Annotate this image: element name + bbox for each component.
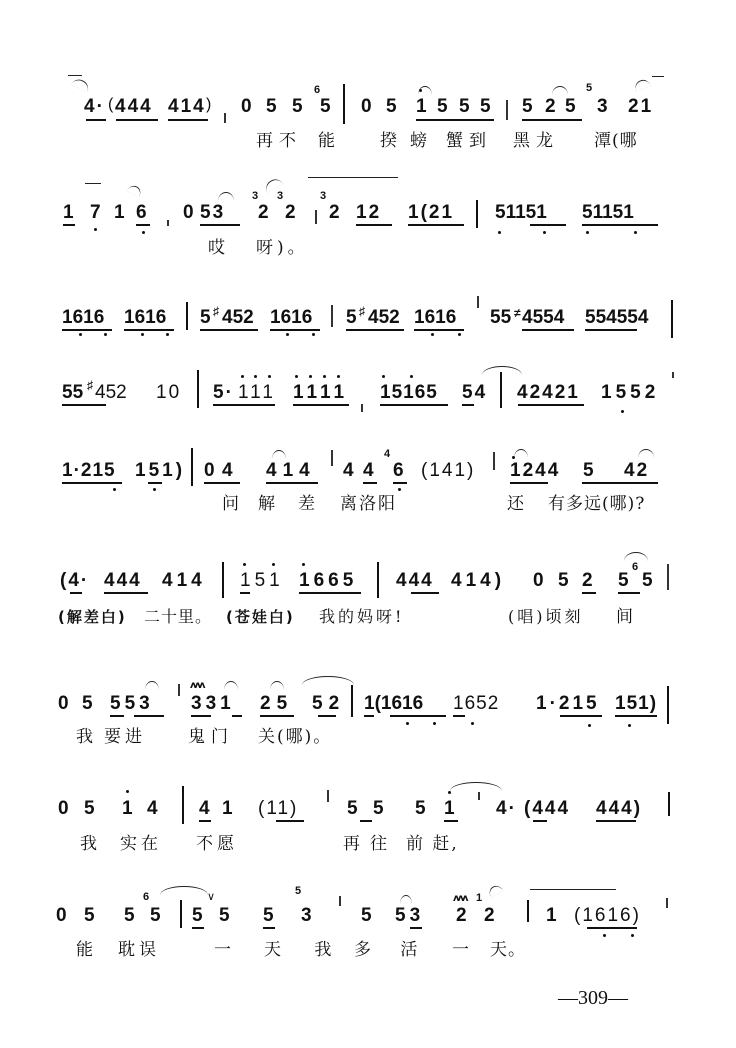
- lyric: (唱)顷刻: [508, 607, 584, 626]
- note-group: 1552: [601, 382, 660, 403]
- lyric: 再不: [256, 131, 302, 151]
- note: 0: [56, 905, 69, 926]
- note: 2: [456, 905, 469, 926]
- bar-line: [222, 562, 224, 598]
- lyric: 哎: [208, 238, 231, 258]
- lyric: 我的妈呀!: [319, 607, 405, 626]
- note: (4·: [60, 570, 90, 591]
- note-group: 53: [395, 905, 425, 926]
- note: 5: [361, 905, 374, 926]
- note: 4: [199, 798, 212, 819]
- note-group: 4554: [522, 307, 565, 328]
- note: 53: [200, 202, 226, 223]
- paren: ): [206, 96, 214, 113]
- note: 5: [415, 798, 428, 819]
- note: 5: [459, 96, 472, 117]
- bar-line: [668, 792, 670, 816]
- lyric: 能: [76, 940, 99, 960]
- bar-line: [191, 448, 193, 486]
- note-group: 42: [624, 460, 650, 481]
- lyric: 差: [298, 494, 321, 514]
- note-group: 1(1616: [364, 693, 424, 714]
- note-group: 1244: [510, 460, 561, 481]
- note-group: 414: [162, 570, 206, 591]
- note-group: 1·215: [536, 693, 600, 714]
- note: 5: [84, 905, 97, 926]
- bar-line: [478, 792, 480, 800]
- slur: [71, 77, 91, 93]
- bar-line: [667, 686, 669, 724]
- bar-line: [178, 684, 180, 696]
- note: 21: [628, 96, 654, 117]
- note: 5: [124, 905, 137, 926]
- note: 4·: [496, 798, 517, 819]
- note-group: 15165: [380, 382, 438, 403]
- note-group: 414: [266, 460, 316, 481]
- note-group: 54: [462, 382, 488, 403]
- note: 5: [480, 96, 493, 117]
- bar-line: [666, 898, 668, 908]
- note: 2: [582, 570, 595, 591]
- sharp-sign: ≠: [514, 306, 523, 320]
- note-group: (444: [524, 798, 571, 819]
- sharp-sign: ♯: [359, 304, 367, 318]
- lyric: 再: [343, 834, 366, 854]
- note: 4: [222, 460, 235, 481]
- grace-note: 4: [384, 448, 391, 460]
- note-group: 151): [135, 460, 186, 481]
- note: 5: [347, 798, 360, 819]
- note: 0: [241, 96, 254, 117]
- note: 0: [361, 96, 374, 117]
- note-group: 1616: [414, 307, 457, 328]
- note: 1: [416, 96, 429, 117]
- note: 5: [84, 798, 97, 819]
- note-group: 1665: [299, 570, 358, 591]
- bar-line: [476, 200, 478, 228]
- note: 4·: [84, 96, 105, 117]
- grace-note: 5: [295, 885, 302, 897]
- note-group: 1652: [453, 693, 500, 714]
- note: 0: [183, 202, 196, 223]
- note: 0: [204, 460, 217, 481]
- note: 2: [285, 202, 298, 223]
- note: 4: [147, 798, 160, 819]
- lyric: 还: [507, 494, 530, 514]
- grace-note: 6: [314, 84, 321, 96]
- trill-mark: ʌʌʌ: [453, 893, 467, 904]
- note-group: 1616: [124, 307, 167, 328]
- trill-mark: ʌʌʌ: [190, 680, 204, 691]
- bar-line: [477, 296, 479, 308]
- lyric: 往: [370, 834, 393, 854]
- note: 4: [343, 460, 356, 481]
- lyric: 解: [258, 494, 281, 514]
- bar-line: [667, 564, 669, 590]
- paren: (: [108, 96, 116, 113]
- note-group: 55: [62, 382, 84, 403]
- note-group: 42421: [517, 382, 580, 403]
- note-group: 331: [191, 693, 235, 714]
- note: 1: [546, 905, 559, 926]
- grace-note: 3: [252, 190, 259, 202]
- bar-line: [339, 896, 341, 906]
- bar-line: [506, 100, 508, 120]
- lyric: 间: [616, 607, 639, 627]
- lyric: 问: [222, 494, 245, 514]
- lyric: 离洛阳: [340, 494, 397, 514]
- lyric: 一: [452, 940, 475, 960]
- lyric: 天。: [490, 940, 526, 960]
- note: 5: [266, 96, 279, 117]
- note: 5: [437, 96, 450, 117]
- note: 6: [136, 202, 149, 223]
- note: 5: [373, 798, 386, 819]
- grace-note: 3: [277, 190, 284, 202]
- lyric: 有多远(哪)?: [548, 494, 646, 514]
- note-group: (11): [258, 798, 299, 819]
- note: 3: [597, 96, 610, 117]
- note: 5: [386, 96, 399, 117]
- note-group: 111: [238, 382, 276, 403]
- note: 4: [363, 460, 376, 481]
- bar-line: [672, 372, 674, 378]
- bar-line: [351, 685, 353, 717]
- bar-line: [500, 372, 502, 408]
- note: 0: [58, 798, 71, 819]
- note-group: 444): [596, 798, 643, 819]
- note-group: 444: [104, 570, 142, 591]
- lyric: 关(哪)。: [258, 727, 333, 747]
- note: 5: [522, 96, 535, 117]
- note-group: 554554: [585, 307, 649, 328]
- sharp-sign: ♯: [213, 304, 221, 318]
- spoken-cue: (解差白): [58, 608, 127, 626]
- grace-note: 1: [476, 892, 483, 904]
- grace-note: 6: [632, 561, 639, 573]
- note: 5: [565, 96, 578, 117]
- note: 2: [484, 905, 497, 926]
- note-group: 452: [222, 307, 254, 328]
- grace-note: 3: [320, 190, 327, 202]
- note: 1: [114, 202, 127, 223]
- note: 1: [444, 798, 457, 819]
- note: 5: [292, 96, 305, 117]
- note-group: 51151: [495, 202, 547, 223]
- note-group: 1616: [62, 307, 105, 328]
- grace-note: 6: [143, 891, 150, 903]
- note: 5: [346, 307, 359, 328]
- note: 5: [618, 570, 631, 591]
- lyric: 我: [76, 727, 99, 747]
- lyric: 能: [318, 131, 341, 151]
- grace-note: 5: [586, 82, 593, 94]
- note: 2: [545, 96, 558, 117]
- bar-line: [361, 404, 363, 412]
- note-group: 51151: [582, 202, 634, 223]
- note: 5: [82, 693, 95, 714]
- lyric: 不愿: [196, 834, 238, 854]
- bar-line: [167, 220, 169, 226]
- note-group: 12: [356, 202, 382, 223]
- lyric: 耽误: [118, 940, 160, 960]
- note: 2: [329, 202, 342, 223]
- page-number: —309—: [558, 987, 628, 1009]
- lyric: 要进: [104, 727, 146, 747]
- note: 7: [90, 202, 103, 223]
- lyric: 螃: [410, 131, 433, 151]
- lyric: 我: [80, 834, 103, 854]
- tie-mark: [68, 75, 82, 76]
- note: 0: [58, 693, 71, 714]
- bar-line: [180, 900, 182, 928]
- lyric: 一: [214, 940, 237, 960]
- note: 5: [558, 570, 571, 591]
- bar-line: [186, 302, 188, 330]
- bar-line: [377, 562, 379, 598]
- lyric: 蟹到: [446, 131, 492, 151]
- bar-line: [315, 210, 317, 224]
- note: 5: [583, 460, 596, 481]
- note-group: 52: [312, 693, 346, 714]
- note: 5: [200, 307, 213, 328]
- note-group: 553: [110, 693, 154, 714]
- lyric: 前 赶,: [406, 834, 459, 854]
- lyric: 揆: [380, 131, 403, 151]
- note-group: 444: [115, 96, 153, 117]
- breath-mark: ∨: [207, 891, 216, 903]
- bar-line: [493, 452, 495, 470]
- note-group: 1111: [293, 382, 349, 403]
- bar-line: [343, 84, 345, 124]
- note-group: 151: [240, 570, 284, 591]
- lyric: 二十里。: [144, 607, 213, 626]
- lyric: 鬼门: [188, 727, 234, 747]
- lyric: 黑龙: [513, 131, 559, 151]
- spoken-cue: (苍娃白): [226, 608, 295, 626]
- note-group: 55: [490, 307, 512, 328]
- bar-line: [224, 113, 226, 123]
- note-group: (1616): [574, 905, 641, 926]
- lyric: 呀)。: [256, 238, 309, 258]
- bar-line: [327, 790, 329, 802]
- bar-line: [331, 305, 333, 327]
- note: 0: [533, 570, 546, 591]
- note: 1: [222, 798, 235, 819]
- note-group: 1·215: [62, 460, 116, 481]
- lyric: 多 活: [354, 940, 430, 960]
- note-group: 1(21: [408, 202, 455, 223]
- note: 1: [122, 798, 135, 819]
- note: 5: [192, 905, 205, 926]
- note: 5: [642, 570, 655, 591]
- note-group: 10: [156, 382, 182, 403]
- lyric: 天 我: [264, 940, 346, 960]
- note-group: (141): [421, 460, 476, 481]
- note: 5: [263, 905, 276, 926]
- note-group: 452: [368, 307, 400, 328]
- note: 5: [320, 96, 333, 117]
- note: 5·: [213, 382, 234, 403]
- note-group: 452: [95, 382, 127, 403]
- bar-line: [331, 450, 333, 466]
- note-group: 444: [396, 570, 434, 591]
- note-group: 25: [260, 693, 294, 714]
- note-group: 151): [615, 693, 658, 714]
- lyric: 潭(哪: [594, 131, 638, 151]
- note: 5: [219, 905, 232, 926]
- note-group: 414: [168, 96, 206, 117]
- note: 6: [393, 460, 406, 481]
- sharp-sign: ♯: [87, 378, 95, 392]
- bar-line: [197, 370, 199, 408]
- note: 5: [150, 905, 163, 926]
- note: 2: [258, 202, 271, 223]
- bar-line: [671, 300, 673, 338]
- note-group: 1616: [270, 307, 313, 328]
- lyric: 实在: [120, 834, 162, 854]
- note: 1: [63, 202, 76, 223]
- note-group: 414): [451, 570, 506, 591]
- note: 3: [301, 905, 314, 926]
- bar-line: [527, 900, 529, 922]
- bar-line: [182, 786, 184, 824]
